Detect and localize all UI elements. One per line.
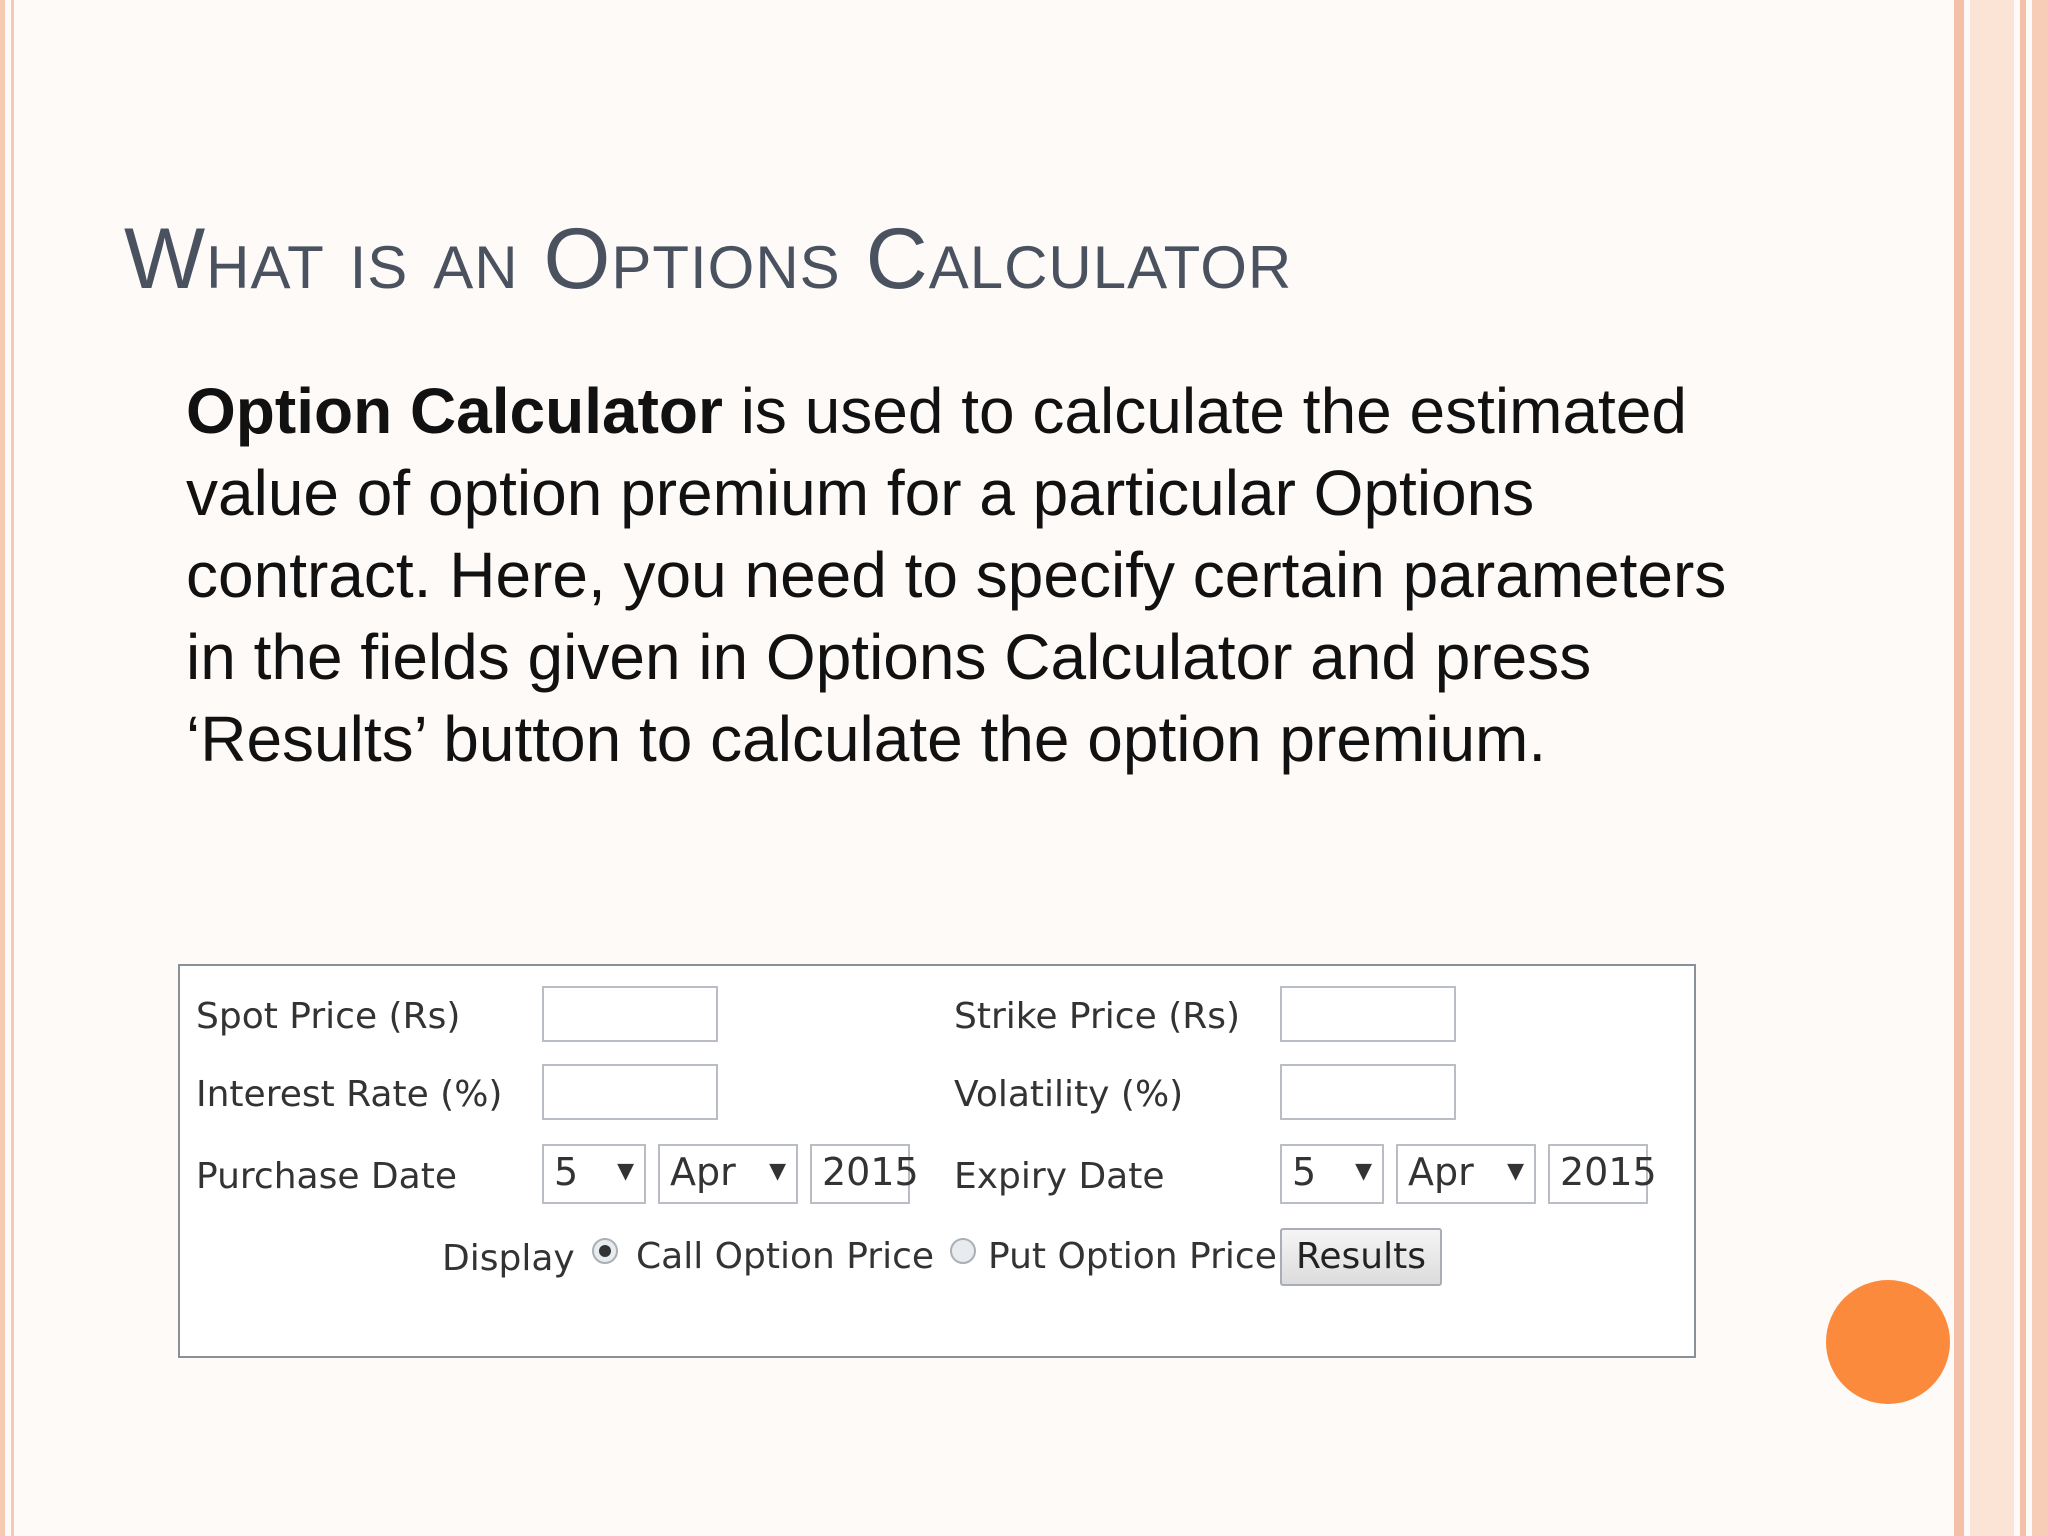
right-stripe	[2032, 0, 2048, 1536]
left-stripe-line	[0, 0, 5, 1536]
purchase-month-select[interactable]	[658, 1144, 798, 1204]
put-option-label[interactable]: Put Option Price	[988, 1236, 1277, 1277]
slide-title: What is an Options Calculator	[124, 211, 1293, 307]
slide-body-text	[186, 370, 1746, 780]
right-stripe	[1954, 0, 1964, 1536]
body-description: is used to calculate the estimated value of option premium for a particular Options contract. Here, you need to specify certain parameters in the fields given in Options Calculator and press ‘Results’ button to calculate the option premium.	[186, 375, 1727, 775]
dropdown-arrow-icon: ▼	[1507, 1159, 1524, 1184]
expiry-month-select[interactable]	[1396, 1144, 1536, 1204]
decorative-orange-circle	[1826, 1280, 1950, 1404]
body-bold-term: Option Calculator	[186, 375, 723, 447]
purchase-year-input[interactable]: 2015	[810, 1144, 910, 1204]
interest-rate-label: Interest Rate (%)	[196, 1074, 503, 1115]
strike-price-label: Strike Price (Rs)	[954, 996, 1241, 1037]
results-button[interactable]: Results	[1280, 1228, 1442, 1286]
purchase-day-select[interactable]	[542, 1144, 646, 1204]
put-option-radio[interactable]	[950, 1238, 976, 1264]
strike-price-input[interactable]	[1280, 986, 1456, 1042]
right-decorative-stripes	[1954, 0, 2048, 1536]
dropdown-arrow-icon: ▼	[769, 1159, 786, 1184]
spot-price-label: Spot Price (Rs)	[196, 996, 461, 1037]
expiry-date-label: Expiry Date	[954, 1156, 1165, 1197]
options-calculator-form	[178, 964, 1696, 1358]
expiry-day-select[interactable]	[1280, 1144, 1384, 1204]
purchase-day-value: 5	[554, 1150, 579, 1194]
expiry-month-value: Apr	[1408, 1150, 1474, 1194]
purchase-month-value: Apr	[670, 1150, 736, 1194]
left-decorative-stripe	[0, 0, 16, 1536]
dropdown-arrow-icon: ▼	[617, 1159, 634, 1184]
display-label: Display	[442, 1238, 575, 1279]
dropdown-arrow-icon: ▼	[1355, 1159, 1372, 1184]
right-stripe	[1970, 0, 2014, 1536]
call-option-label[interactable]: Call Option Price	[636, 1236, 935, 1277]
volatility-label: Volatility (%)	[954, 1074, 1184, 1115]
interest-rate-input[interactable]	[542, 1064, 718, 1120]
left-stripe-line	[11, 0, 14, 1536]
volatility-input[interactable]	[1280, 1064, 1456, 1120]
expiry-year-input[interactable]: 2015	[1548, 1144, 1648, 1204]
expiry-day-value: 5	[1292, 1150, 1317, 1194]
purchase-date-label: Purchase Date	[196, 1156, 457, 1197]
call-option-radio[interactable]	[592, 1238, 618, 1264]
right-stripe	[2020, 0, 2026, 1536]
spot-price-input[interactable]	[542, 986, 718, 1042]
